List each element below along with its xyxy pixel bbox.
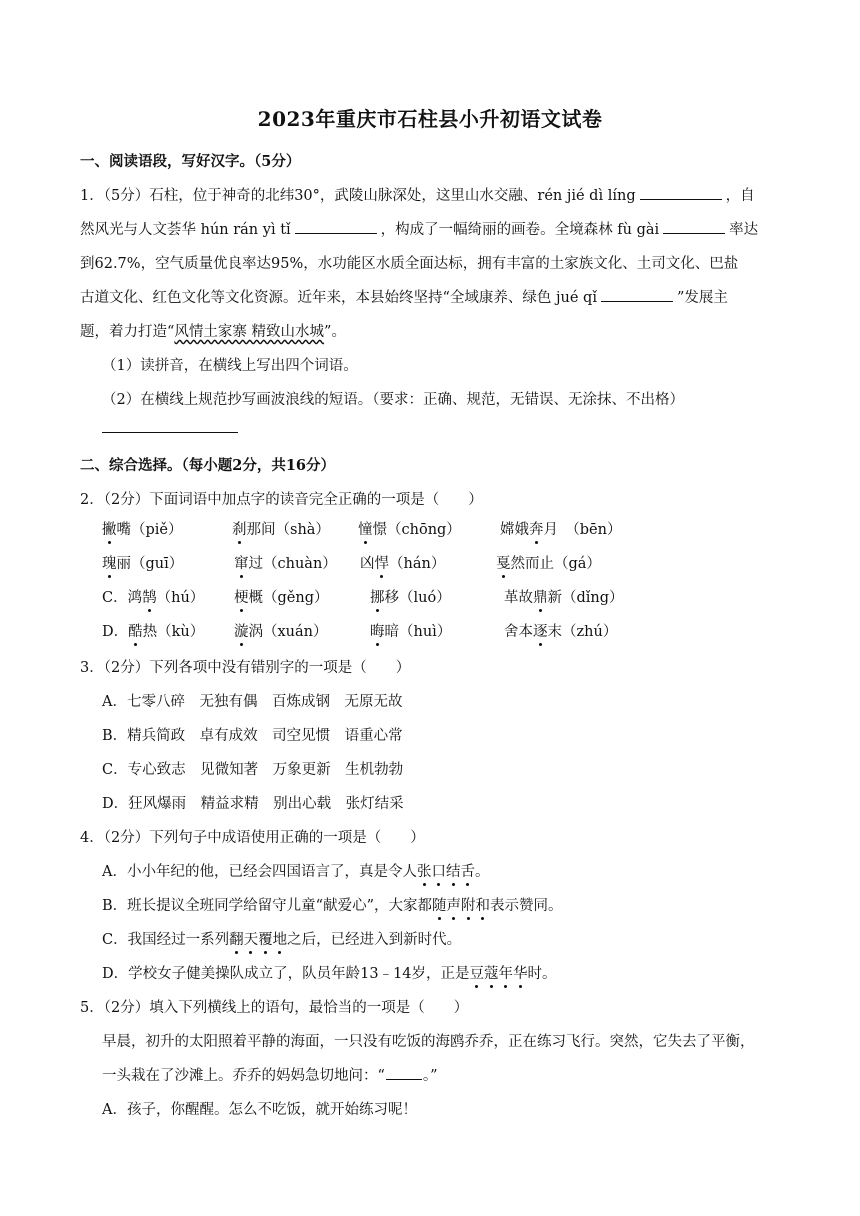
q1-text: ”发展主	[676, 290, 728, 306]
answer-blank[interactable]	[663, 219, 725, 234]
option-text: C．我国经过一系列	[102, 932, 230, 948]
q3-option-b[interactable]: B．精兵简政 卓有成效 司空见惯 语重心常	[102, 728, 403, 744]
q2-stem: 2．（2分）下面词语中加点字的读音完全正确的一项是（ ）	[80, 492, 483, 508]
passage-text: 一头栽在了沙滩上。乔乔的妈妈急切地问：“	[102, 1068, 385, 1084]
option-text: A．小小年纪的他，已经会四国语言了，真是令人	[102, 864, 417, 880]
option-text: 之后，已经进入到新时代。	[287, 932, 462, 948]
q4-stem: 4．（2分）下列句子中成语使用正确的一项是（ ）	[80, 830, 425, 846]
dotted-idiom: 翻天覆地	[229, 932, 287, 948]
section-1-heading: 一、阅读语段，写好汉字。（5分）	[80, 153, 301, 170]
page-title: 2023年重庆市石柱县小升初语文试卷	[257, 107, 603, 131]
q1-line-1	[80, 184, 755, 205]
answer-blank[interactable]	[601, 287, 673, 302]
q1-line-3: 到62.7%，空气质量优良率达95%，水功能区水质全面达标，拥有丰富的土家族文化、土司文化、巴盐	[80, 256, 739, 272]
q1-text: 然风光与人文荟华 hún rán yì tǐ	[80, 222, 291, 238]
q4-option-c[interactable]	[102, 928, 461, 949]
option-text: 。	[474, 864, 490, 880]
q1-subquestion-2: （2）在横线上规范抄写画波浪线的短语。（要求：正确、规范，无错误、无涂抹、不出格）	[102, 392, 684, 408]
q2-b-1: 瑰丽（guī）	[102, 552, 183, 573]
q2-d-1: D．酷热（kù）	[102, 620, 204, 641]
copy-answer-line[interactable]	[102, 432, 238, 433]
q2-b-4: 戛然而止（gá）	[496, 552, 601, 573]
q1-text: 古道文化、红色文化等文化资源。近年来，本县始终坚持“全域康养、绿色 jué qǐ	[80, 290, 597, 306]
q1-line-5	[80, 320, 346, 341]
q4-option-a[interactable]	[102, 860, 489, 881]
q5-passage-line-1: 早晨，初升的太阳照着平静的海面，一只没有吃饭的海鸥乔乔，正在练习飞行。突然，它失去了平衡，	[102, 1034, 755, 1050]
q1-text: 率达	[729, 222, 759, 238]
q1-line-2	[80, 218, 758, 239]
q1-text: 1．（5分）石柱，位于神奇的北纬30°，武陵山脉深处，这里山水交融、rén jié dì líng	[80, 188, 636, 204]
wavy-underlined-phrase: 风情土家寨 精致山水城	[174, 324, 325, 340]
q2-c-3: 挪移（luó）	[370, 586, 451, 607]
q2-a-3: 憧憬（chōng）	[358, 518, 461, 539]
q4-option-d[interactable]	[102, 962, 557, 983]
dotted-idiom: 随声附和	[432, 898, 490, 914]
dotted-idiom: 张口结舌	[417, 864, 475, 880]
q2-d-4: 舍本逐末（zhú）	[504, 620, 617, 641]
section-2-heading: 二、综合选择。（每小题2分，共16分）	[80, 457, 336, 474]
option-text: B．班长提议全班同学给留守儿童“献爱心”，大家都	[102, 898, 432, 914]
option-text: D．学校女子健美操队成立了，队员年龄13﹣14岁，正是	[102, 966, 470, 982]
passage-text: 。”	[422, 1068, 438, 1084]
q5-option-a[interactable]: A．孩子，你醒醒。怎么不吃饭，就开始练习呢！	[102, 1102, 417, 1118]
q2-b-3: 凶悍（hán）	[360, 552, 445, 573]
q3-stem: 3．（2分）下列各项中没有错别字的一项是（ ）	[80, 660, 411, 676]
dotted-idiom: 豆蔻年华	[470, 966, 528, 982]
q3-option-c[interactable]: C．专心致志 见微知著 万象更新 生机勃勃	[102, 762, 404, 778]
q1-text: ，自	[725, 188, 755, 204]
q3-option-a[interactable]: A．七零八碎 无独有偶 百炼成钢 无原无故	[102, 694, 403, 710]
answer-blank[interactable]	[640, 185, 722, 200]
q2-c-2: 梗概（gěng）	[234, 586, 328, 607]
q3-option-d[interactable]: D．狂风爆雨 精益求精 别出心载 张灯结采	[102, 796, 404, 812]
answer-blank[interactable]	[386, 1065, 422, 1080]
q4-option-b[interactable]	[102, 894, 562, 915]
answer-blank[interactable]	[295, 219, 377, 234]
q2-d-3: 晦暗（huì）	[370, 620, 451, 641]
option-text: 时。	[527, 966, 557, 982]
q2-a-1: 撇嘴（piě）	[102, 518, 183, 539]
option-text: 表示赞同。	[489, 898, 563, 914]
q2-b-2: 窜过（chuàn）	[234, 552, 337, 573]
q5-passage-line-2	[102, 1064, 438, 1085]
q5-stem: 5．（2分）填入下列横线上的语句，最恰当的一项是（ ）	[80, 1000, 469, 1016]
q2-c-4: 革故鼎新（dǐng）	[504, 586, 624, 607]
q1-subquestion-1: （1）读拼音，在横线上写出四个词语。	[102, 358, 358, 374]
q2-a-2: 刹那间（shà）	[232, 518, 330, 539]
q1-line-4	[80, 286, 728, 307]
q1-text: ，构成了一幅绮丽的画卷。全境森林 fù gài	[380, 222, 660, 238]
q2-a-4: 嫦娥奔月 （bēn）	[500, 518, 621, 539]
q2-d-2: 漩涡（xuán）	[234, 620, 328, 641]
q2-c-1: C．鸿鹄（hú）	[102, 586, 204, 607]
q1-text: 题，着力打造“	[80, 324, 175, 340]
q1-text: ”。	[324, 324, 346, 340]
